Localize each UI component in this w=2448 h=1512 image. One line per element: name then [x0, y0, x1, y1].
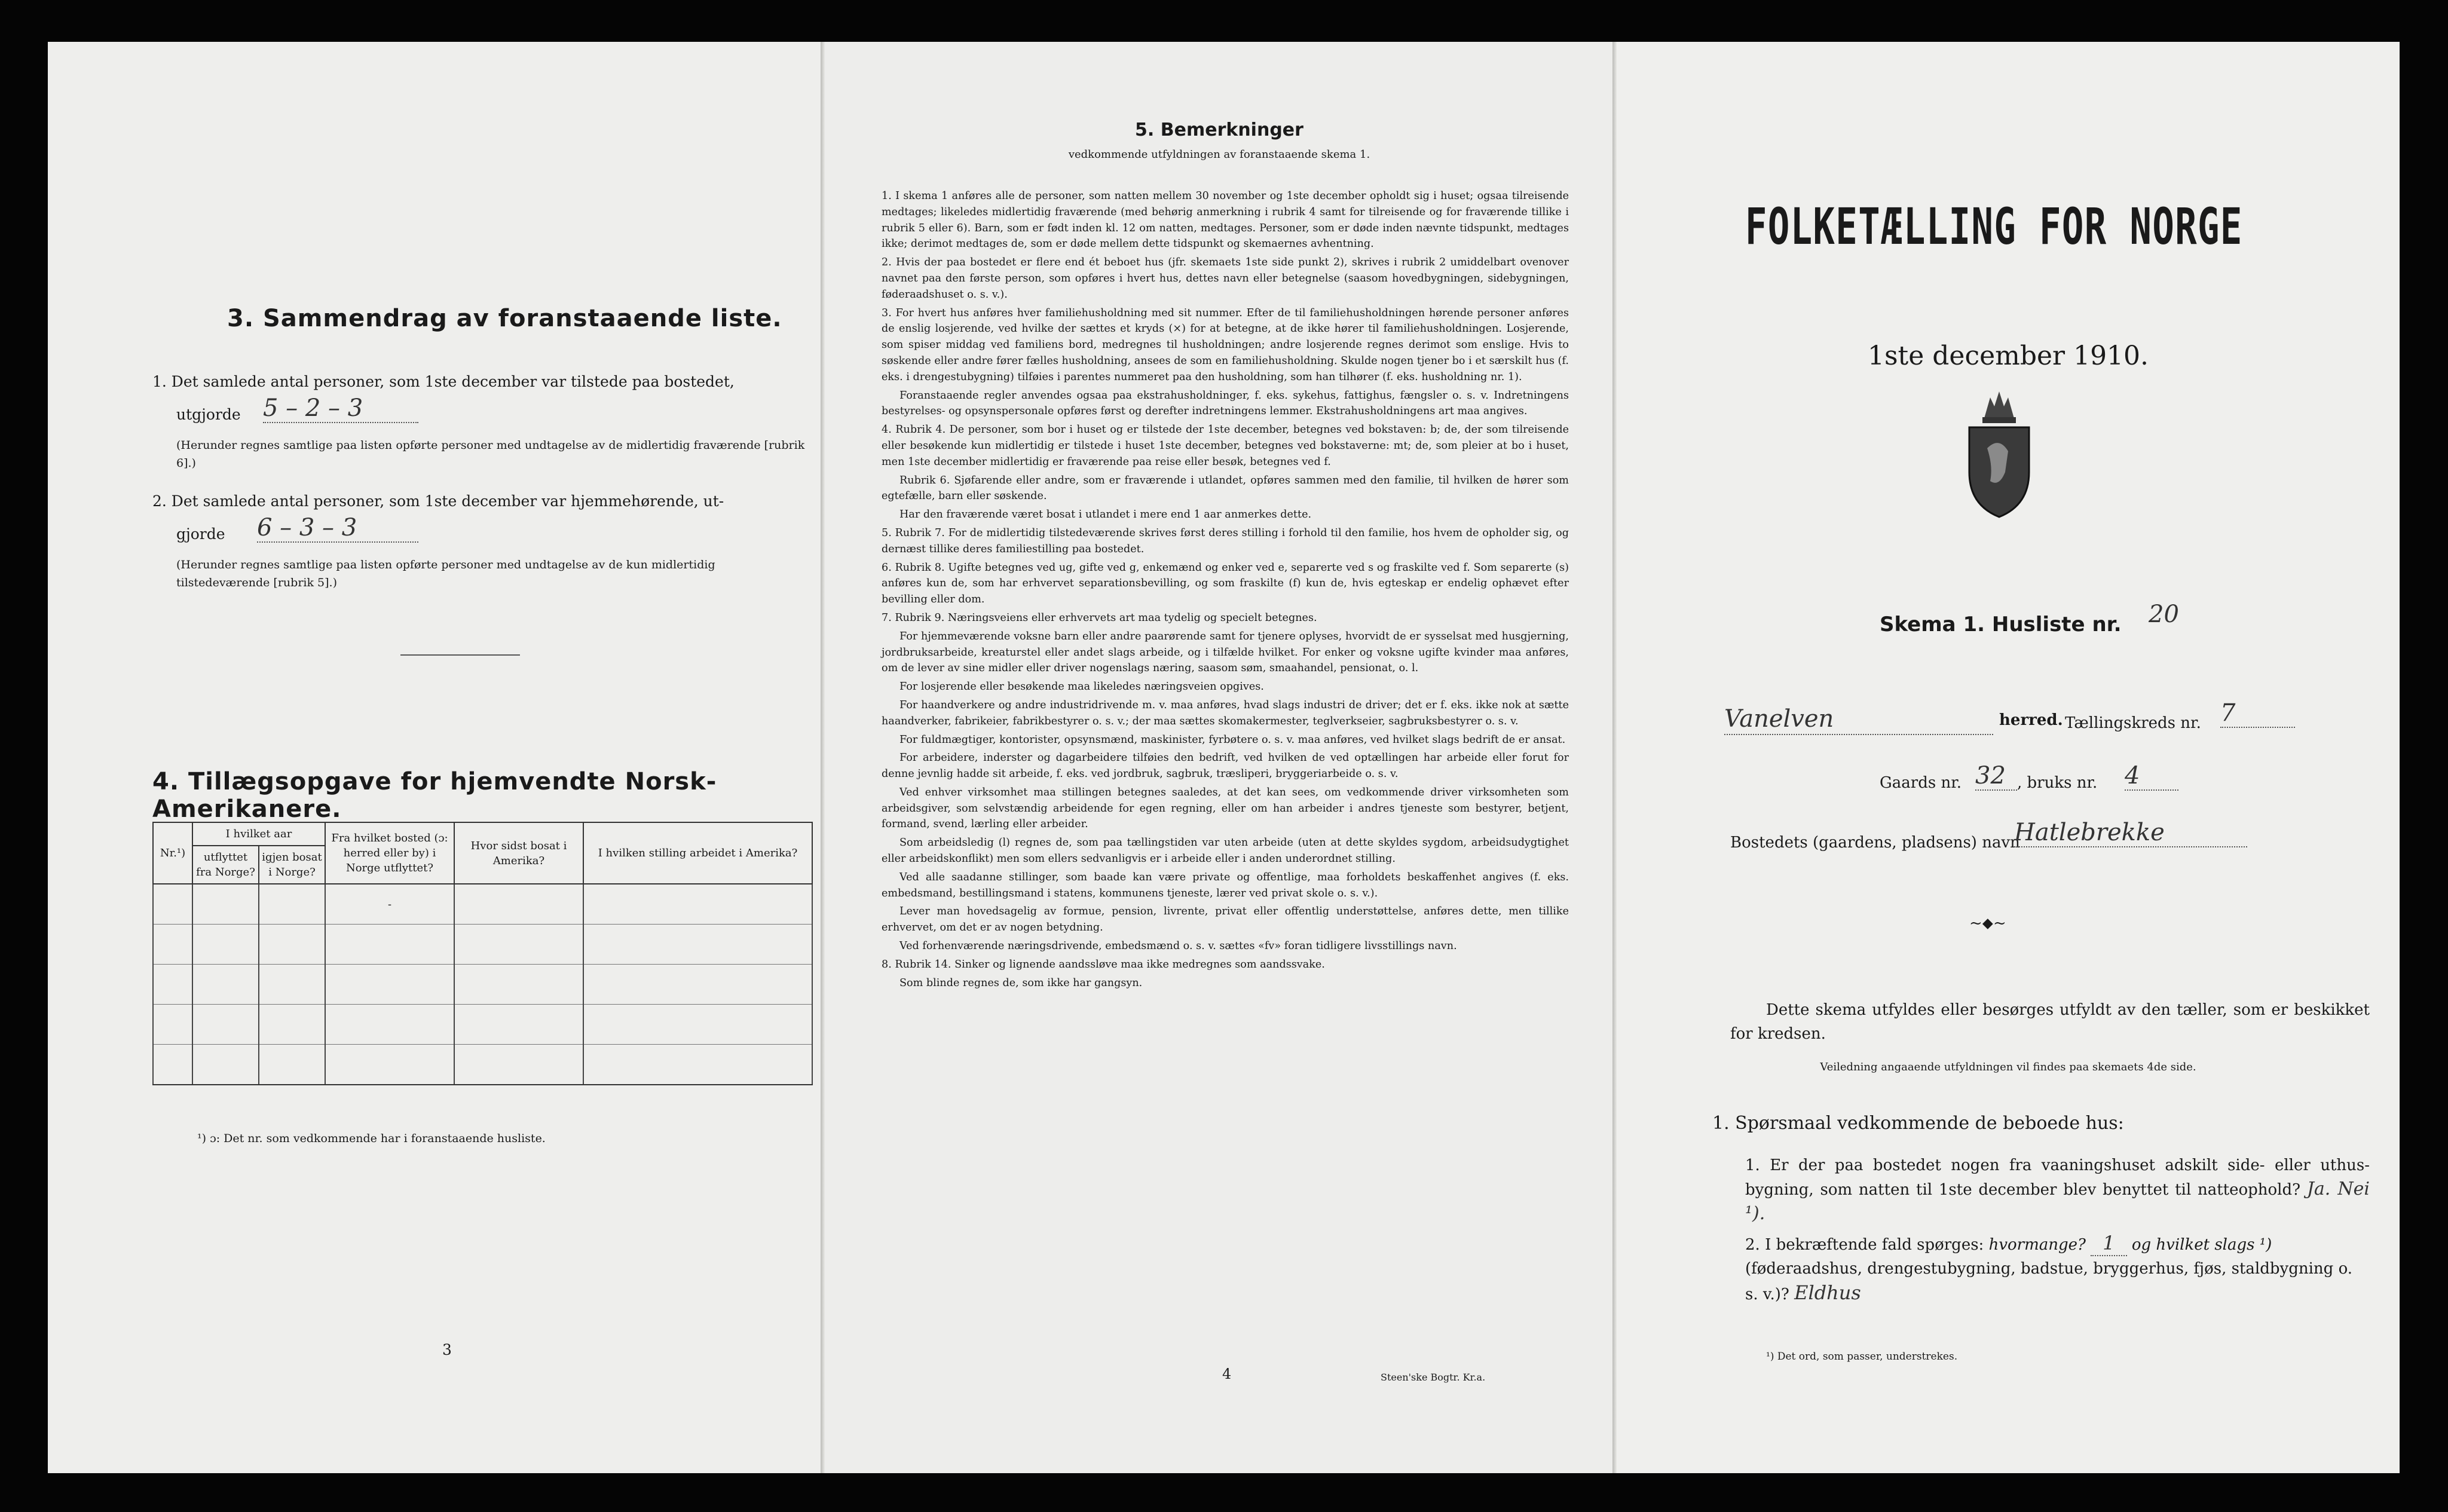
col-from-where: Fra hvilket bosted (ɔ: herred eller by) i Norge utflyttet?: [325, 822, 454, 884]
footnote: ¹) Det ord, som passer, understrekes.: [1766, 1351, 1958, 1363]
sec3-item1-note: (Herunder regnes samtlige paa listen opførte personer med undtagelse av de midlertidig fraværende [rubrik 6].): [176, 439, 805, 470]
gaards-label: Gaards nr.: [1880, 774, 1962, 792]
printer-credit: Steen'ske Bogtr. Kr.a.: [1381, 1372, 1486, 1383]
remark-paragraph: Ved enhver virksomhet maa stillingen betegnes saaledes, at det kan sees, om vedkommende driver virksomheten som arbeidsgiver, som selvstændig arbeidende for egen regning, eller om han arbeider i andres tjeneste som bestyrer, betjent, formand, svend, lærling eller arbeider.: [882, 786, 1569, 831]
ornament-icon: ~⬥~: [1969, 914, 2006, 932]
table-row: [153, 1005, 812, 1045]
question-2: [1745, 1231, 2370, 1306]
table-mark: -: [325, 884, 454, 925]
remark-paragraph: 1. I skema 1 anføres alle de personer, som natten mellem 30 november og 1ste december opholdt sig i huset; ogsaa tilreisende medtages; likeledes midlertidig fraværende (med behørig anmerkning i rubrik 4 samt for tilreisende og for fraværende tillike i rubrik 5 eller 6). Barn, som er født inden kl. 12 om natten, medtages. Personer, som er døde inden nævnte tidspunkt, medtages ikke; derimot medtages de, som er døde mellem dette tidspunkt og skemaernes avhentning.: [882, 190, 1569, 250]
sec3-item2-line1: 2. Det samlede antal personer, som 1ste december var hjemmehørende, ut-: [152, 492, 724, 510]
page-number: 4: [1222, 1366, 1232, 1382]
remark-paragraph: Lever man hovedsagelig av formue, pension, livrente, privat eller offentlig understøttelse, anføres dette, men tillike erhvervet, om det er av nogen betydning.: [882, 905, 1569, 934]
remark-paragraph: For fuldmægtiger, kontorister, opsynsmænd, maskinister, fyrbøtere o. s. v. maa anføres, ved hvilket slags bedrift de er ansat.: [899, 733, 1566, 746]
sec3-item1-handwritten: 5 – 2 – 3: [263, 394, 418, 423]
sec3-item1-line1: 1. Det samlede antal personer, som 1ste december var tilstede paa bostedet,: [152, 373, 735, 390]
gaards-number: 32: [1975, 762, 2017, 791]
table-row: [153, 965, 812, 1005]
col-last-residence: Hvor sidst bosat i Amerika?: [454, 822, 583, 884]
question-2-count: 1: [2091, 1231, 2126, 1256]
sec3-item2-note: (Herunder regnes samtlige paa listen opførte personer med undtagelse av de kun midlertidig tilstedeværende [rubrik 5].): [176, 558, 715, 589]
sec3-item2-handwritten: 6 – 3 – 3: [257, 514, 418, 543]
coat-of-arms-icon: [1957, 382, 2041, 523]
sec3-item1-label: utgjorde: [176, 406, 241, 423]
question-1-text: 1. Er der paa bostedet nogen fra vaaningshuset adskilt side- eller uthus-bygning, som natten til 1ste december blev benyttet til natteophold?: [1745, 1156, 2370, 1199]
table-row: [153, 925, 812, 965]
question-2-text: 2. I bekræftende fald spørges:: [1745, 1236, 1984, 1254]
census-date: 1ste december 1910.: [1867, 341, 2149, 371]
page-number: 3: [442, 1341, 452, 1358]
table-row: [153, 1045, 812, 1085]
remark-paragraph: 2. Hvis der paa bostedet er flere end ét beboet hus (jfr. skemaets 1ste side punkt 2), skrives i rubrik 2 umiddelbart ovenover navnet paa den første person, som opføres i hvert hus, dettes navn eller betegnelse (saasom hovedbygningen, sidebygningen, føderaadshuset o. s. v.).: [882, 256, 1569, 301]
krets-number: 7: [2220, 699, 2295, 728]
husliste-number: 20: [2149, 601, 2179, 628]
remark-paragraph: Har den fraværende været bosat i utlandet i mere end 1 aar anmerkes dette.: [899, 509, 1312, 521]
remark-paragraph: 5. Rubrik 7. For de midlertidig tilstedeværende skrives først deres stilling i forhold til den familie, hos hvem de opholder sig, og dernæst tillike deres familiestilling paa bostedet.: [882, 527, 1569, 555]
sec3-item2-label: gjorde: [176, 525, 225, 543]
remark-paragraph: Rubrik 6. Sjøfarende eller andre, som er fraværende i utlandet, opføres sammen med den familie, til hvilken de hører som egtefælle, barn eller søskende.: [882, 474, 1569, 503]
instruction-text: Dette skema utfyldes eller besørges utfyldt av den tæller, som er beskikket for kredsen.: [1730, 1001, 2370, 1043]
question-2-options: (føderaadshus, drengestubygning, badstue, bryggerhus, fjøs, staldbygning o. s. v.)?: [1745, 1260, 2353, 1303]
table-footnote: ¹) ɔ: Det nr. som vedkommende har i foranstaaende husliste.: [197, 1132, 546, 1145]
census-title: FOLKETÆLLING FOR NORGE: [1745, 197, 2243, 256]
remark-paragraph: For haandverkere og andre industridrivende m. v. maa anføres, hvad slags industri de driver; det er f. eks. ikke nok at sætte haandverker, fabrikeier, fabrikbestyrer o. s. v.; der maa sættes skomakermester, teglverkseier, sagbruksbestyrer o. s. v.: [882, 699, 1569, 727]
section-4-heading: 4. Tillægsopgave for hjemvendte Norsk-Amerikanere.: [152, 768, 717, 823]
remark-paragraph: 8. Rubrik 14. Sinker og lignende aandssløve maa ikke medregnes som aandssvake.: [882, 958, 1325, 971]
questions-heading: 1. Spørsmaal vedkommende de beboede hus:: [1712, 1113, 2124, 1134]
remark-paragraph: Som arbeidsledig (l) regnes de, som paa tællingstiden var uten arbeide (uten at dette skyldes sygdom, arbeidsudygtighet eller arbeidskonflikt) men som ellers sedvanligvis er i arbeide eller i anden underordnet stilling.: [882, 837, 1569, 865]
instruction-note: Veiledning angaaende utfyldningen vil findes paa skemaets 4de side.: [1820, 1061, 2196, 1073]
remark-paragraph: Som blinde regnes de, som ikke har gangsyn.: [899, 977, 1143, 989]
remarks-body: [882, 188, 1569, 993]
remarks-heading: 5. Bemerkninger: [1135, 120, 1303, 140]
question-2-answer: Eldhus: [1794, 1281, 1861, 1304]
question-2-kind: og hvilket slags ¹): [2131, 1236, 2272, 1254]
page-3: [48, 42, 822, 1473]
remark-paragraph: 7. Rubrik 9. Næringsveiens eller erhvervets art maa tydelig og specielt betegnes.: [882, 611, 1317, 624]
section-3-heading: 3. Sammendrag av foranstaaende liste.: [227, 305, 782, 332]
herred-label: herred.: [1999, 711, 2063, 729]
herred-handwritten: Vanelven: [1724, 705, 1834, 733]
remark-paragraph: 4. Rubrik 4. De personer, som bor i huset og er tilstede der 1ste december, betegnes ved bokstaven: b; de, der som tilreisende eller besøkende kun midlertidig er tilstede i huset 1ste december, betegnes ved bokstaverne: mt; de, som pleier at bo i huset, men 1ste december midlertidig er fraværende paa reise eller besøk, betegnes ved f.: [882, 424, 1569, 468]
remark-paragraph: For arbeidere, inderster og dagarbeidere tilføies den bedrift, ved hvilken de ved optællingen har arbeide eller forut for denne jevnlig hadde sit arbeide, f. eks. ved jordbruk, sagbruk, træsliperi, bryggeriarbeide o. s. v.: [882, 752, 1569, 781]
remark-paragraph: 3. For hvert hus anføres hver familiehusholdning med sit nummer. Efter de til familiehusholdningen hørende personer anføres de enslig losjerende, ved hvilke der sættes et kryds (×) for at betegne, at de ikke hører til familiehusholdningen. Losjerende, som spiser middag ved familiens bord, medregnes til husholdningen; andre losjerende regnes derimot som enslige. Hvis to søskende eller andre fører fælles husholdning, ansees de som en familiehusholdning. Skulde nogen tjener bo i et særskilt hus (f. eks. i drengestubygning) tilføies i parentes nummeret paa den husholdning, som han tilhører (f. eks. husholdning nr. 1).: [882, 307, 1569, 383]
question-2-howmany: hvormange?: [1988, 1236, 2086, 1254]
bosted-handwritten: Hatlebrekke: [2014, 819, 2247, 847]
remark-paragraph: 6. Rubrik 8. Ugifte betegnes ved ug, gifte ved g, enkemænd og enker ved e, separerte ved s og fraskilte ved f. Som separerte (s) anføres kun de, som har erhvervet separationsbevilling, og som fraskilte (f) kun de, hvis egteskap er endelig ophævet efter bevilling eller dom.: [882, 561, 1569, 606]
col-year-group: I hvilket aar: [192, 822, 325, 846]
remark-paragraph: Foranstaaende regler anvendes ogsaa paa ekstrahusholdninger, f. eks. sykehus, fattighus, fængsler o. s. v. Indretningens bestyrelses- og opsynspersonale opføres først og derefter indretningens lemmer. Ekstrahusholdningens art maa angives.: [882, 389, 1569, 418]
col-emigrated: utflyttet fra Norge?: [192, 846, 259, 884]
krets-label: Tællingskreds nr.: [2065, 714, 2201, 732]
divider: [400, 654, 520, 656]
col-nr: Nr.¹): [153, 822, 192, 884]
herred-field: [1724, 705, 1993, 735]
remarks-subheading: vedkommende utfyldningen av foranstaaende skema 1.: [1068, 148, 1370, 161]
bosted-label: Bostedets (gaardens, pladsens) navn: [1730, 834, 2020, 852]
page-4: [825, 42, 1614, 1473]
bruks-number: 4: [2125, 762, 2178, 791]
norsk-amerikanere-table: [152, 822, 813, 1085]
cover-page: [1617, 42, 2400, 1473]
col-returned: igjen bosat i Norge?: [259, 846, 325, 884]
col-occupation: I hvilken stilling arbeidet i Amerika?: [583, 822, 812, 884]
bruks-label: , bruks nr.: [2017, 774, 2098, 792]
remark-paragraph: For losjerende eller besøkende maa likeledes næringsveien opgives.: [899, 681, 1264, 693]
table-row: [153, 884, 812, 925]
remark-paragraph: For hjemmeværende voksne barn eller andre paarørende samt for tjenere oplyses, hvorvidt de er sysselsat med husgjerning, jordbruksarbeide, kreaturstel eller andet slags arbeide, og i tilfælde hvilket. For enker og voksne ugifte kvinder maa anføres, om de lever av sine midler eller driver nogenslags næring, saasom søm, smaahandel, pensionat, o. l.: [882, 630, 1569, 675]
remark-paragraph: Ved alle saadanne stillinger, som baade kan være private og offentlige, maa forholdets beskaffenhet angives (f. eks. embedsmand, bestillingsmand i statens, kommunens tjeneste, lærer ved privat skole o. s. v.).: [882, 871, 1569, 899]
question-1-answer: Ja. Nei ¹).: [1745, 1179, 2370, 1224]
remark-paragraph: Ved forhenværende næringsdrivende, embedsmænd o. s. v. sættes «fv» foran tidligere livsstillings navn.: [899, 940, 1457, 953]
question-1: [1745, 1153, 2370, 1226]
schema-label: Skema 1. Husliste nr.: [1880, 613, 2122, 636]
